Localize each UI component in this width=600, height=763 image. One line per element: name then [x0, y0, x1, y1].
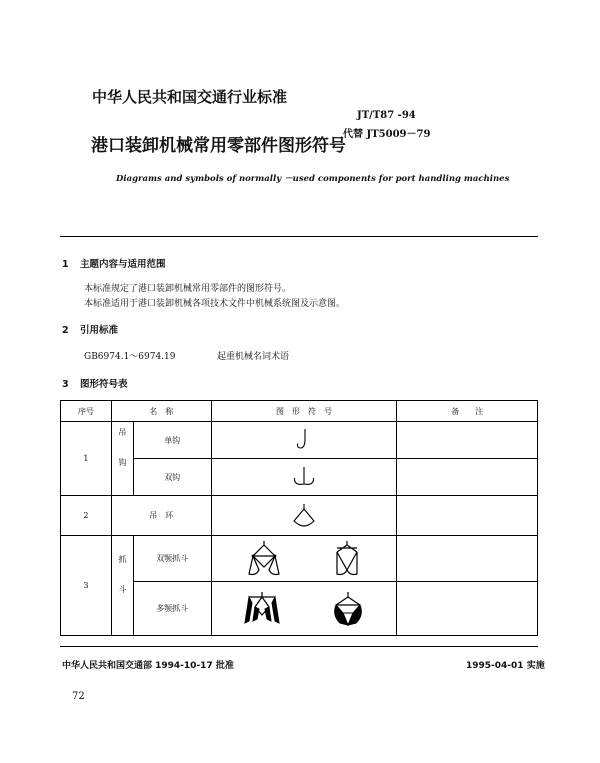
remark-multi-jaw-grab — [397, 582, 538, 636]
page-number: 72 — [72, 691, 85, 702]
reference-code: GB6974.1～6974.19 — [84, 352, 176, 362]
symbol-lifting-ring — [211, 496, 397, 536]
table-header-row — [61, 401, 538, 422]
remark-single-hook — [397, 422, 538, 459]
symbol-multi-jaw-grab — [211, 582, 397, 636]
symbol-single-hook — [211, 422, 397, 459]
effective-date: 1995-04-01 实施 — [466, 661, 545, 671]
header-name: 名 称 — [111, 401, 211, 422]
document-title: 港口装卸机械常用零部件图形符号 — [91, 136, 346, 156]
lifting-ring-icon — [292, 503, 316, 529]
section-1-para-1: 本标准规定了港口装卸机械常用零部件的图形符号。 — [84, 284, 292, 294]
row-1-no: 1 — [61, 422, 112, 496]
item-double-hook: 双钩 — [133, 459, 211, 496]
reference-name: 起重机械名词术语 — [217, 352, 290, 362]
footer-divider — [60, 646, 538, 647]
table-row — [61, 422, 538, 459]
remark-lifting-ring — [397, 496, 538, 536]
section-2-heading: 2 引用标准 — [62, 325, 119, 336]
symbol-double-hook — [211, 459, 397, 496]
row-1-group: 吊钩 — [111, 422, 133, 496]
table-row — [61, 536, 538, 582]
double-hook-icon — [291, 466, 317, 488]
single-hook-icon — [296, 428, 312, 452]
row-3-group: 抓斗 — [111, 536, 133, 636]
remark-two-jaw-grab — [397, 536, 538, 582]
section-1-para-2: 本标准适用于港口装卸机械各项技术文件中机械系统图及示意图。 — [84, 299, 346, 309]
approval-date: 中华人民共和国交通部 1994-10-17 批准 — [62, 661, 234, 671]
header-symbol: 图 形 符 号 — [211, 401, 397, 422]
table-row — [61, 496, 538, 536]
multi-jaw-grab-open-icon — [243, 591, 281, 627]
item-multi-jaw-grab: 多颚抓斗 — [133, 582, 211, 636]
symbol-two-jaw-grab — [211, 536, 397, 582]
remark-double-hook — [397, 459, 538, 496]
symbols-table — [60, 400, 538, 636]
standard-code: JT/T87 -94 — [357, 110, 416, 121]
header-no: 序号 — [61, 401, 112, 422]
section-1-heading: 1 主题内容与适用范围 — [62, 259, 166, 270]
item-single-hook: 单钩 — [133, 422, 211, 459]
multi-jaw-grab-closed-icon — [331, 591, 365, 627]
document-title-english: Diagrams and symbols of normally －used components for port handling machines — [116, 174, 510, 184]
item-two-jaw-grab: 双颚抓斗 — [133, 536, 211, 582]
two-jaw-grab-closed-icon — [332, 540, 362, 578]
header-divider — [60, 236, 538, 237]
two-jaw-grab-open-icon — [246, 540, 282, 578]
item-lifting-ring: 吊 环 — [111, 496, 211, 536]
row-2-no: 2 — [61, 496, 112, 536]
org-title: 中华人民共和国交通行业标准 — [92, 88, 288, 106]
row-3-no: 3 — [61, 536, 112, 636]
header-remark: 备 注 — [397, 401, 538, 422]
replaced-standard: 代替 JT5009－79 — [343, 129, 431, 140]
section-3-heading: 3 图形符号表 — [62, 379, 128, 390]
